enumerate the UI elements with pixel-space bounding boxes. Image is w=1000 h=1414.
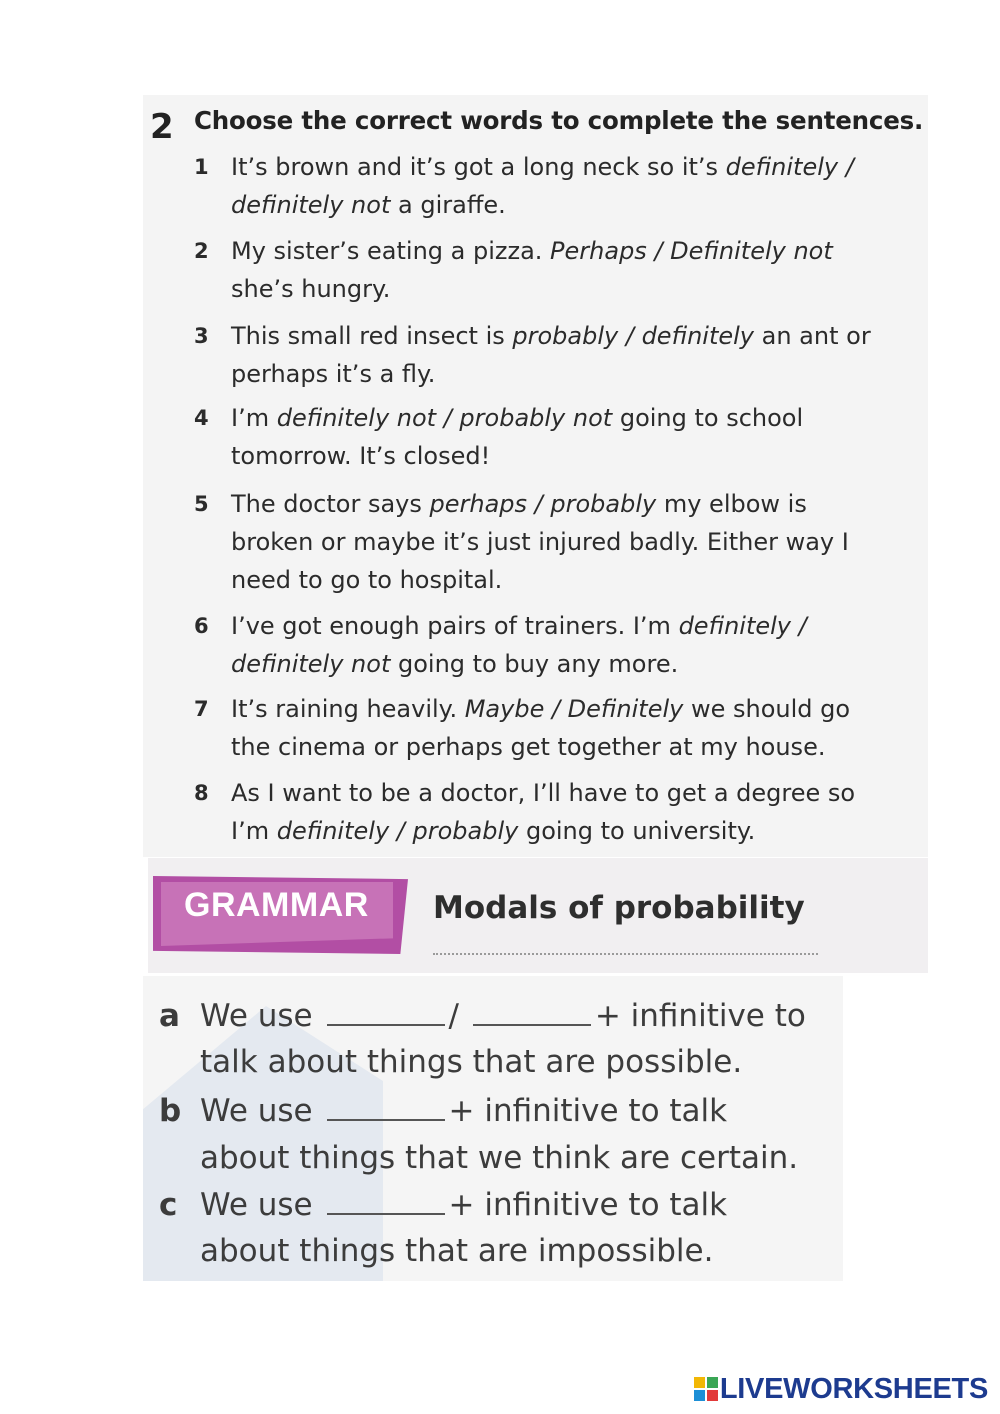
sentence-text: the cinema or perhaps get together at my house. xyxy=(231,733,826,761)
rule-a-line-1 xyxy=(200,998,806,1034)
rule-c-suffix: + infinitive to talk xyxy=(448,1187,728,1223)
item-line xyxy=(231,186,506,224)
sentence-text: The doctor says xyxy=(231,490,430,518)
rule-letter-b: b xyxy=(159,1093,182,1129)
item-line xyxy=(231,232,833,270)
exercise-number: 2 xyxy=(150,107,174,147)
blank-input[interactable] xyxy=(327,1118,445,1121)
item-number: 5 xyxy=(194,492,209,516)
rule-letter-a: a xyxy=(159,998,180,1034)
item-line xyxy=(231,774,855,812)
item-line xyxy=(231,355,435,393)
item-number: 8 xyxy=(194,781,209,805)
sentence-text: tomorrow. It’s closed! xyxy=(231,442,491,470)
sentence-text: I’m xyxy=(231,817,277,845)
sentence-text: broken or maybe it’s just injured badly. Either way I xyxy=(231,528,849,556)
rule-a-separator: / xyxy=(448,998,459,1034)
item-line xyxy=(231,317,871,355)
rule-b-suffix: + infinitive to talk xyxy=(448,1093,728,1129)
sentence-text: a giraffe. xyxy=(390,191,506,219)
rule-b-line-1 xyxy=(200,1093,727,1129)
sentence-text: going to university. xyxy=(518,817,756,845)
item-line xyxy=(231,728,825,766)
word-choice: definitely not / probably not xyxy=(276,404,613,432)
item-line xyxy=(231,812,755,850)
blank-input[interactable] xyxy=(327,1023,445,1026)
grammar-title-underline xyxy=(433,953,818,955)
sentence-text: It’s brown and it’s got a long neck so it’s xyxy=(231,153,726,181)
grammar-tab-label: GRAMMAR xyxy=(184,886,369,924)
rule-a-line-2: talk about things that are possible. xyxy=(200,1044,743,1080)
sentence-text: I’ve got enough pairs of trainers. I’m xyxy=(231,612,679,640)
blank-input[interactable] xyxy=(327,1212,445,1215)
item-line xyxy=(231,607,807,645)
grammar-rules xyxy=(143,976,843,1281)
item-line xyxy=(231,437,490,475)
item-number: 2 xyxy=(194,239,209,263)
item-number: 6 xyxy=(194,614,209,638)
item-line xyxy=(231,399,803,437)
word-choice: definitely / xyxy=(678,612,807,640)
liveworksheets-logo[interactable] xyxy=(694,1372,988,1406)
item-line xyxy=(231,270,390,308)
item-number: 7 xyxy=(194,697,209,721)
word-choice: Perhaps / Definitely not xyxy=(550,237,833,265)
sentence-text: I’m xyxy=(231,404,277,432)
sentence-text: It’s raining heavily. xyxy=(231,695,465,723)
exercise-instruction: Choose the correct words to complete the sentences. xyxy=(194,106,924,135)
sentence-text: As I want to be a doctor, I’ll have to get a degree so xyxy=(231,779,856,807)
item-line xyxy=(231,690,850,728)
word-choice: perhaps / probably xyxy=(429,490,657,518)
sentence-text: we should go xyxy=(683,695,851,723)
item-number: 3 xyxy=(194,324,209,348)
sentence-text: My sister’s eating a pizza. xyxy=(231,237,551,265)
sentence-text: going to school xyxy=(612,404,804,432)
item-line xyxy=(231,485,807,523)
grammar-header xyxy=(148,858,928,973)
sentence-text: an ant or xyxy=(754,322,871,350)
rule-b-prefix: We use xyxy=(200,1093,313,1129)
word-choice: definitely not xyxy=(231,191,391,219)
sentence-text: going to buy any more. xyxy=(390,650,679,678)
liveworksheets-logo-icon xyxy=(694,1377,718,1401)
rule-letter-c: c xyxy=(159,1187,178,1223)
grammar-title: Modals of probability xyxy=(433,890,805,926)
item-number: 1 xyxy=(194,155,209,179)
rule-a-suffix: + infinitive to xyxy=(594,998,806,1034)
sentence-text: This small red insect is xyxy=(231,322,513,350)
item-line xyxy=(231,523,849,561)
sentence-text: my elbow is xyxy=(656,490,807,518)
logo-text: LIVEWORKSHEETS xyxy=(719,1372,988,1405)
rule-c-line-2: about things that are impossible. xyxy=(200,1233,714,1269)
word-choice: definitely / xyxy=(725,153,854,181)
item-line xyxy=(231,148,854,186)
word-choice: Maybe / Definitely xyxy=(464,695,684,723)
exercise-2 xyxy=(143,95,928,857)
sentence-text: need to go to hospital. xyxy=(231,566,503,594)
word-choice: definitely not xyxy=(231,650,391,678)
item-number: 4 xyxy=(194,406,209,430)
sentence-text: she’s hungry. xyxy=(231,275,391,303)
sentence-text: perhaps it’s a fly. xyxy=(231,360,436,388)
rule-a-prefix: We use xyxy=(200,998,313,1034)
word-choice: definitely / probably xyxy=(276,817,519,845)
item-line xyxy=(231,561,502,599)
word-choice: probably / definitely xyxy=(512,322,754,350)
blank-input[interactable] xyxy=(473,1023,591,1026)
rule-b-line-2: about things that we think are certain. xyxy=(200,1140,799,1176)
rule-c-prefix: We use xyxy=(200,1187,313,1223)
rule-c-line-1 xyxy=(200,1187,727,1223)
item-line xyxy=(231,645,678,683)
